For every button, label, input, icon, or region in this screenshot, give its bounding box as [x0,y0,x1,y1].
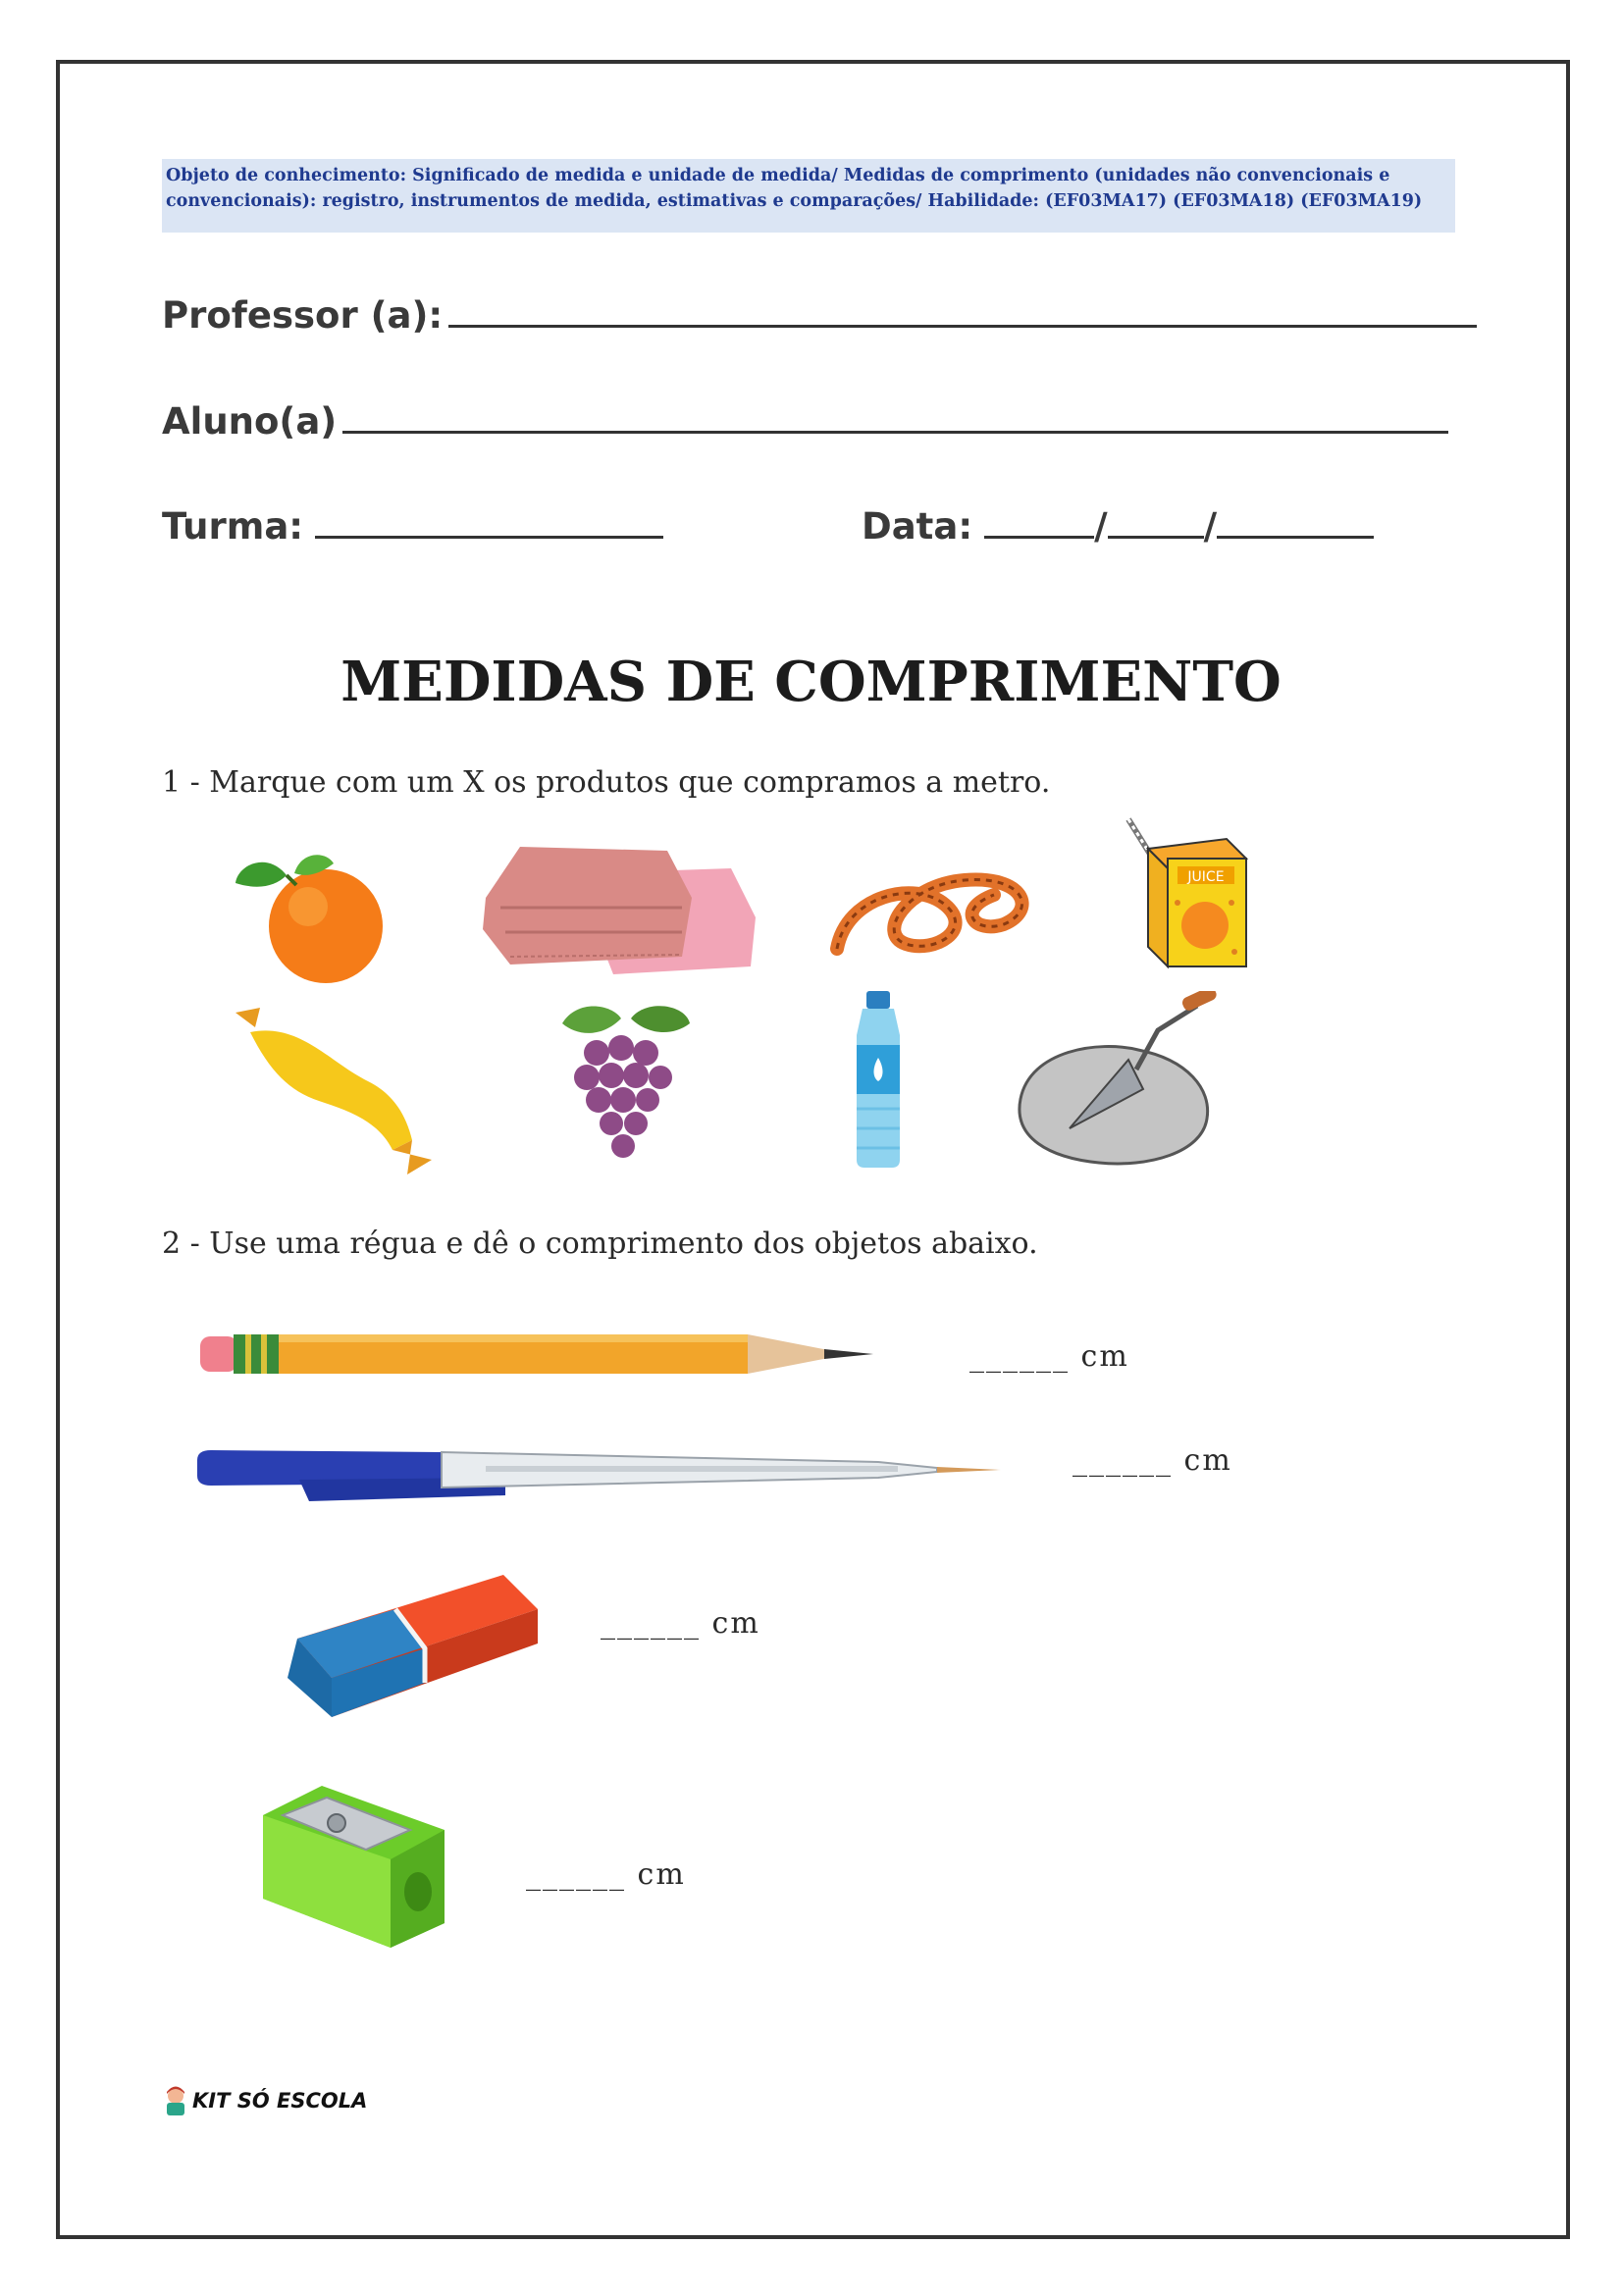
question-2: 2 - Use uma régua e dê o comprimento dos objetos abaixo. [162,1226,1038,1261]
class-field[interactable] [162,505,663,548]
date-day-line[interactable] [984,506,1094,539]
class-label: Turma: [162,505,304,548]
pen-answer-blank[interactable]: ______ cm [1073,1443,1232,1478]
water-bottle-icon[interactable] [849,991,908,1168]
ribbon-icon[interactable] [231,1003,432,1179]
student-field[interactable] [162,400,1448,443]
student-line[interactable] [342,401,1448,434]
svg-text:JUICE: JUICE [1187,869,1225,885]
date-field[interactable] [862,505,1374,548]
date-month-line[interactable] [1108,506,1204,539]
objective-banner [162,159,1455,233]
juice-box-icon[interactable] [1109,809,1256,976]
brand-text: KIT SÓ ESCOLA [192,2089,368,2113]
eraser-answer-blank[interactable]: ______ cm [601,1606,760,1641]
eraser-icon[interactable] [278,1570,538,1717]
mascot-icon [163,2086,188,2115]
objective-text: Objeto de conhecimento: Significado de medida e unidade de medida/ Medidas de comprimento (unidades não convencionais e convencionais): registro, instrumentos de medida, estimativas e comparações/ Habilidade: (EF03MA17) (EF03MA18) (EF03MA19) [166,166,1423,211]
teacher-field[interactable] [162,294,1477,337]
pen-icon[interactable] [191,1440,1001,1504]
trowel-cement-icon[interactable] [1011,991,1222,1173]
date-label: Data: [862,505,973,548]
student-label: Aluno(a) [162,400,338,443]
teacher-line[interactable] [448,295,1477,328]
orange-icon[interactable] [228,846,390,988]
teacher-label: Professor (a): [162,294,444,337]
date-year-line[interactable] [1217,506,1374,539]
pencil-answer-blank[interactable]: ______ cm [969,1339,1129,1374]
grapes-icon[interactable] [557,999,695,1171]
date-separator: / [1203,505,1218,548]
sharpener-answer-blank[interactable]: ______ cm [526,1857,686,1892]
class-line[interactable] [315,506,663,539]
brand-logo [163,2086,367,2115]
sharpener-icon[interactable] [253,1776,449,1948]
question-1: 1 - Marque com um X os produtos que compramos a metro. [162,765,1051,800]
date-separator: / [1094,505,1108,548]
pencil-icon[interactable] [196,1327,873,1381]
rope-icon[interactable] [837,880,1022,949]
fabric-icon[interactable] [481,839,756,976]
page-title: MEDIDAS DE COMPRIMENTO [340,650,1282,714]
